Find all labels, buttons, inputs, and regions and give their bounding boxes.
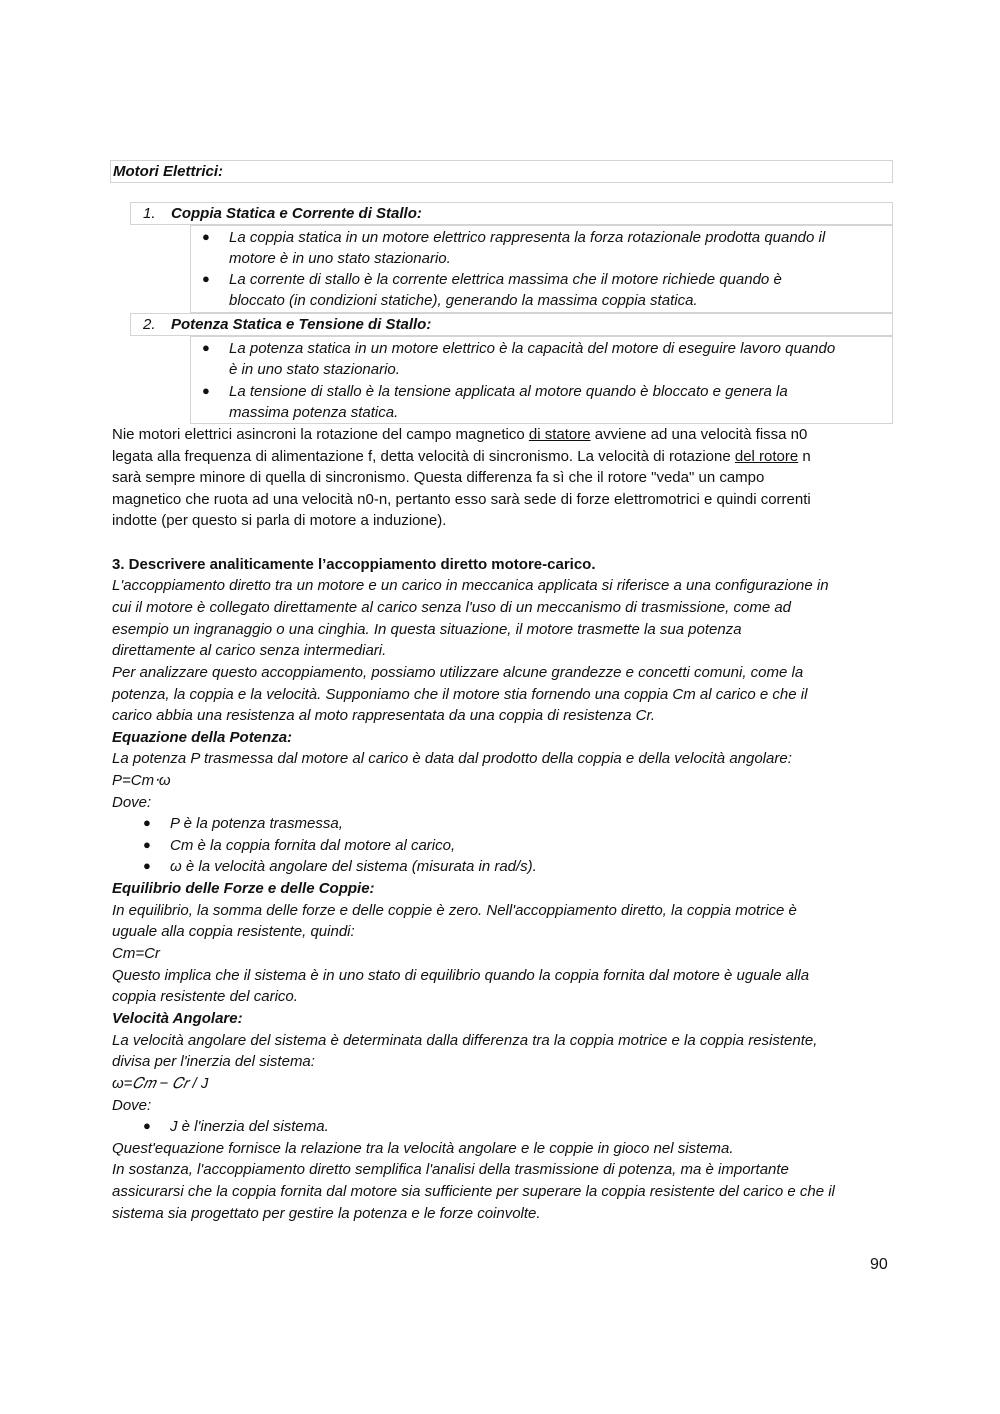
para1-underlined: di statore [528, 426, 591, 443]
para1-line4: magnetico che ruota ad una velocità n0-n, pertanto esso sarà sede di forze elettromotrici e quindi correnti [112, 491, 811, 508]
closing-l3: assicurarsi che la coppia fornita dal motore sia sufficiente per superare la coppia resistente del carico e che il [112, 1183, 835, 1200]
bullet-icon: ● [143, 837, 151, 852]
heading-potenza: Equazione della Potenza: [112, 729, 293, 746]
para1-line5: indotte (per questo si parla di motore a induzione). [112, 512, 447, 529]
s3-p2-l3: carico abbia una resistenza al moto rappresentata da una coppia di resistenza Cr. [112, 707, 656, 724]
list2-b2-l2: massima potenza statica. [229, 404, 399, 421]
s3-p1-l4: direttamente al carico senza intermediari. [112, 642, 387, 659]
closing-l4: sistema sia progettato per gestire la potenza e le forze coinvolte. [112, 1205, 541, 1222]
list1-b2-l1: La corrente di stallo è la corrente elettrica massima che il motore richiede quando è [229, 271, 782, 288]
para1-underlined: del rotore [734, 448, 799, 465]
list1-b1-l1: La coppia statica in un motore elettrico rappresenta la forza rotazionale prodotta quando il [229, 229, 826, 246]
s3-p1-l1: L'accoppiamento diretto tra un motore e un carico in meccanica applicata si riferisce a una configurazione in [112, 577, 829, 594]
equilibrio-l2: uguale alla coppia resistente, quindi: [112, 923, 355, 940]
velocita-l1: La velocità angolare del sistema è determinata dalla differenza tra la coppia motrice e la coppia resistente, [112, 1032, 818, 1049]
potenza-text: La potenza P trasmessa dal motore al carico è data dal prodotto della coppia e della velocità angolare: [112, 750, 792, 767]
closing-l1: Quest'equazione fornisce la relazione tra la velocità angolare e le coppie in gioco nel sistema. [112, 1140, 734, 1157]
list1-heading: Coppia Statica e Corrente di Stallo: [171, 205, 422, 222]
list2-number: 2. [143, 316, 156, 333]
potenza-formula: P=Cm⋅ω [112, 772, 171, 789]
dove2-item-1: J è l'inerzia del sistema. [170, 1118, 329, 1135]
bullet-icon: ● [202, 340, 210, 355]
s3-p2-l1: Per analizzare questo accoppiamento, possiamo utilizzare alcune grandezze e concetti comuni, come la [112, 664, 804, 681]
dove1-item-3: ω è la velocità angolare del sistema (misurata in rad/s). [170, 858, 537, 875]
list1-b2-l2: bloccato (in condizioni statiche), generando la massima coppia statica. [229, 292, 698, 309]
bullet-icon: ● [143, 858, 151, 873]
list2-b2-l1: La tensione di stallo è la tensione applicata al motore quando è bloccato e genera la [229, 383, 788, 400]
velocita-formula: ω=𝐶𝑚 − 𝐶𝑟 / J [112, 1075, 209, 1092]
bullet-icon: ● [202, 383, 210, 398]
para1-line1 [112, 424, 892, 445]
s3-p1-l3: esempio un ingranaggio o una cinghia. In questa situazione, il motore trasmette la sua potenza [112, 621, 742, 638]
dove-label-1: Dove: [112, 794, 152, 811]
list2-b1-l2: è in uno stato stazionario. [229, 361, 400, 378]
para1-line3: sarà sempre minore di quella di sincronismo. Questa differenza fa sì che il rotore "veda" un campo [112, 469, 765, 486]
dove-label-2: Dove: [112, 1097, 152, 1114]
heading-equilibrio: Equilibrio delle Forze e delle Coppie: [112, 880, 375, 897]
para1-text: legata alla frequenza di alimentazione f, detta velocità di sincronismo. La velocità di rotazione [112, 448, 735, 465]
bullet-icon: ● [202, 229, 210, 244]
para1-text: n [798, 448, 811, 465]
dove1-item-2: Cm è la coppia fornita dal motore al carico, [170, 837, 456, 854]
dove1-item-1: P è la potenza trasmessa, [170, 815, 343, 832]
section3-heading: 3. Descrivere analiticamente l’accoppiamento diretto motore-carico. [112, 556, 596, 573]
para1-line2 [112, 446, 892, 467]
bullet-icon: ● [143, 1118, 151, 1133]
s3-p1-l2: cui il motore è collegato direttamente al carico senza l'uso di un meccanismo di trasmissione, come ad [112, 599, 792, 616]
bullet-icon: ● [202, 271, 210, 286]
list2-b1-l1: La potenza statica in un motore elettrico è la capacità del motore di eseguire lavoro quando [229, 340, 836, 357]
closing-l2: In sostanza, l'accoppiamento diretto semplifica l'analisi della trasmissione di potenza, ma è importante [112, 1161, 789, 1178]
list1-number: 1. [143, 205, 156, 222]
equilibrio2-l1: Questo implica che il sistema è in uno stato di equilibrio quando la coppia fornita dal motore è uguale alla [112, 967, 810, 984]
page-number: 90 [870, 1256, 888, 1273]
equilibrio-l1: In equilibrio, la somma delle forze e delle coppie è zero. Nell'accoppiamento diretto, la coppia motrice è [112, 902, 797, 919]
velocita-l2: divisa per l'inerzia del sistema: [112, 1053, 315, 1070]
heading-velocita: Velocità Angolare: [112, 1010, 243, 1027]
list1-b1-l2: motore è in uno stato stazionario. [229, 250, 451, 267]
page-title: Motori Elettrici: [113, 163, 224, 180]
para1-text: Nie motori elettrici asincroni la rotazione del campo magnetico [112, 426, 529, 443]
para1-text: avviene ad una velocità fissa n0 [590, 426, 808, 443]
bullet-icon: ● [143, 815, 151, 830]
equilibrio2-l2: coppia resistente del carico. [112, 988, 298, 1005]
equilibrio-formula: Cm=Cr [112, 945, 160, 962]
list2-heading: Potenza Statica e Tensione di Stallo: [171, 316, 432, 333]
s3-p2-l2: potenza, la coppia e la velocità. Supponiamo che il motore stia fornendo una coppia Cm al carico e che il [112, 686, 808, 703]
